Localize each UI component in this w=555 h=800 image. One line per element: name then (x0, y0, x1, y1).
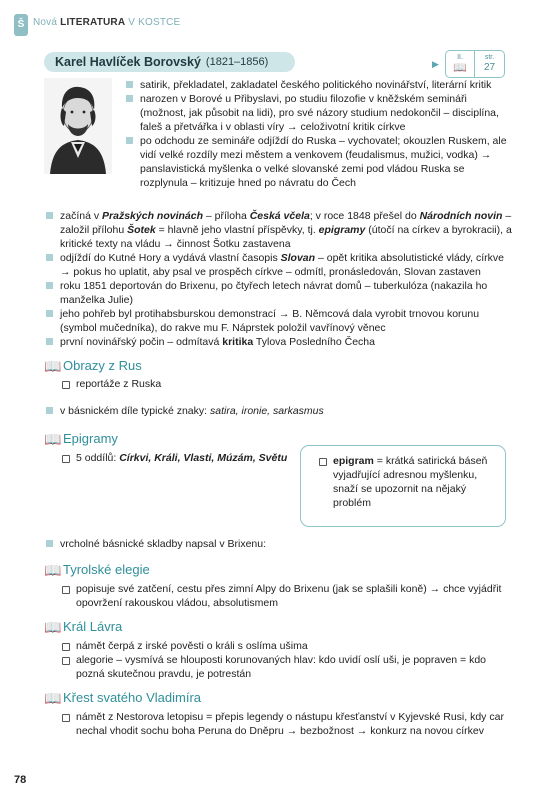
book-icon: 📖 (44, 690, 62, 706)
reference-part (446, 51, 475, 77)
list-item: satirik, překladatel, zakladatel českého politického novinářství, literární kritik (124, 78, 512, 92)
cross-reference[interactable] (445, 50, 505, 78)
book-icon: 📖 (44, 431, 62, 447)
definition-callout (300, 445, 506, 527)
book-icon: 📖 (44, 358, 62, 374)
series-header (33, 16, 180, 30)
author-portrait (44, 78, 112, 174)
brixen-list (44, 537, 512, 551)
reference-arrow-icon: ▶ (432, 59, 439, 69)
reference-part-label: II. (457, 54, 463, 61)
page-number: 78 (14, 774, 27, 786)
author-title (44, 52, 295, 72)
epigramy-items (60, 451, 295, 465)
list-item: 5 oddílů: Církvi, Králi, Vlasti, Múzám, Světu (60, 451, 295, 465)
reference-page-label: str. (484, 54, 495, 61)
list-item: první novinářský počin – odmítavá kritika Tylova Posledního Čecha (44, 335, 512, 349)
work-title: Epigramy (63, 431, 118, 446)
list-item: jeho pohřeb byl protihabsburskou demonstrací → B. Němcová dala vyrobit trnovou korunu (symbol mučedníka), do rakve mu F. Náprstek položil vavřínový věnec (44, 307, 512, 335)
krest-items (60, 710, 515, 738)
work-heading-obrazy (44, 359, 142, 373)
list-item: odjíždí do Kutné Hory a vydává vlastní časopis Slovan – opět kritika absolutistické vlády, církve → pokus ho uplatit, aby psal ve prospěch církve – odmítl, pronásledován, Slovan zastaven (44, 251, 512, 279)
list-item: námět z Nestorova letopisu = přepis legendy o nástupu křesťanství v Kyjevské Rusi, kdy car nechal vhodit sochu boha Peruna do Dněpru → bezbožnost → konkurz na novou církev (60, 710, 515, 738)
book-icon: 📖 (453, 62, 467, 74)
reference-page-number: 27 (483, 62, 496, 73)
list-item: roku 1851 deportován do Brixenu, po čtyřech letech návrat domů – tuberkulóza (nakazila ho manželka Julie) (44, 279, 512, 307)
list-item: vrcholné básnické skladby napsal v Brixenu: (44, 537, 512, 551)
definition-text: epigram = krátká satirická báseň vyjadřující adresnou myšlenku, snaží se upozornit na nějaký problém (319, 454, 495, 510)
list-item: reportáže z Ruska (60, 377, 500, 391)
work-heading-kral (44, 620, 122, 634)
work-heading-epigramy (44, 432, 118, 446)
series-badge: Š (14, 14, 28, 36)
list-item: popisuje své zatčení, cestu přes zimní Alpy do Brixenu (jak se splašili koně) → chce vyjádřit opovržení rakouskou vládou, absolutismem (60, 582, 515, 610)
author-years: (1821–1856) (205, 56, 269, 68)
work-title: Tyrolské elegie (63, 562, 150, 577)
obrazy-items (60, 377, 500, 391)
work-title: Obrazy z Rus (63, 358, 142, 373)
career-list (44, 209, 512, 349)
book-icon: 📖 (44, 562, 62, 578)
reference-page (475, 51, 504, 77)
list-item: alegorie – vysmívá se hlouposti korunovaných hlav: kdo uvidí oslí uši, je popraven = kdo pozná skutečnou pravdu, je potrestán (60, 653, 515, 681)
series-title: LITERATURA (60, 17, 126, 28)
list-item: začíná v Pražských novinách – příloha Česká včela; v roce 1848 přešel do Národních novin – založil přílohu Šotek = hlavně jeho vlastní příspěvky, tj. epigramy (útočí na církev a byrokracii), a kritické texty na vládu → činnost Šotku zastavena (44, 209, 512, 251)
features-list (44, 404, 444, 418)
series-prefix: Nová (33, 17, 58, 28)
series-suffix: V KOSTCE (128, 17, 181, 28)
work-heading-tyrolske (44, 563, 150, 577)
bio-list (124, 78, 512, 190)
work-title: Král Lávra (63, 619, 123, 634)
list-item: narozen v Borové u Přibyslavi, po studiu filozofie v kněžském semináři (možnost, jak působit na lidi), pro své názory studium nedokončil – disciplína, faleš a přetvářka i v oblasti víry → celoživotní kritik církve (124, 92, 512, 134)
list-item: námět čerpá z irské pověsti o králi s oslíma ušima (60, 639, 515, 653)
tyrolska-items (60, 582, 515, 610)
author-name: Karel Havlíček Borovský (55, 55, 201, 69)
work-title: Křest svatého Vladimíra (63, 690, 202, 705)
list-item: v básnickém díle typické znaky: satira, ironie, sarkasmus (44, 404, 444, 418)
book-icon: 📖 (44, 619, 62, 635)
kral-items (60, 639, 515, 681)
list-item: po odchodu ze semináře odjíždí do Ruska – vychovatel; okouzlen Ruskem, ale vidí velké rozdíly mezi městem a venkovem (feudalismus, mužici, vodka) → panslavistická myšlenka o velké slovanské zemi pod vládou Ruska se rozplynula – kritizuje hned po návratu do Čech (124, 134, 512, 190)
work-heading-krest (44, 691, 201, 705)
